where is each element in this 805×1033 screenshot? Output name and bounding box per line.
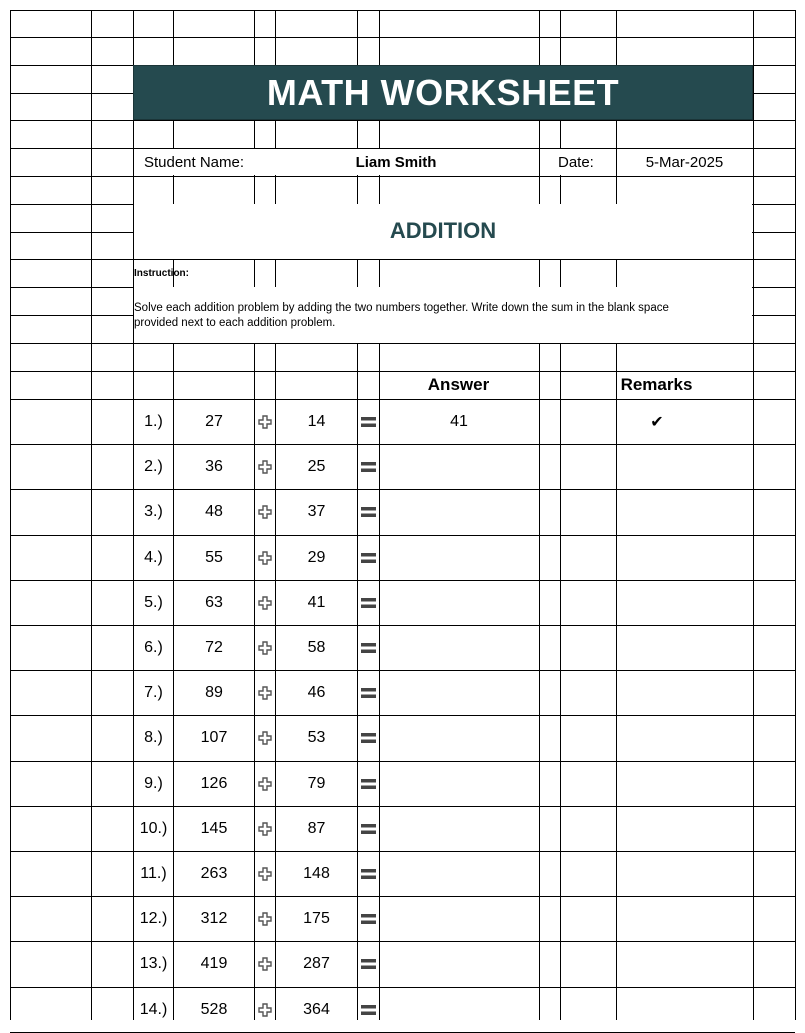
problem-number: 8.) [144, 728, 163, 746]
addend-b: 46 [307, 683, 326, 701]
problem-number: 14.) [139, 1000, 168, 1018]
addend-a: 27 [205, 412, 223, 430]
addend-a: 145 [200, 819, 228, 837]
remark-field[interactable] [561, 941, 753, 986]
instruction-line-2: provided next to each addition problem. [134, 316, 336, 329]
addend-b: 41 [307, 593, 326, 611]
problem-number: 3.) [144, 502, 163, 520]
worksheet-title: MATH WORKSHEET [133, 65, 753, 120]
answer-field[interactable] [380, 806, 538, 851]
student-name-value[interactable]: Liam Smith [355, 153, 437, 171]
instruction-line-1: Solve each addition problem by adding the two numbers together. Write down the sum in the blank space [134, 301, 669, 314]
plus-icon [255, 580, 275, 625]
addend-b: 175 [303, 909, 330, 927]
answer-field[interactable] [380, 896, 538, 941]
equals-icon [358, 489, 379, 534]
addend-a: 63 [205, 593, 223, 611]
plus-icon [255, 399, 275, 444]
addend-a: 36 [205, 457, 223, 475]
equals-icon [358, 715, 379, 760]
addend-a: 55 [205, 548, 223, 566]
date-value[interactable]: 5-Mar-2025 [645, 153, 724, 171]
problem-number: 2.) [144, 457, 163, 475]
problem-number: 7.) [144, 683, 163, 701]
addend-a: 528 [200, 1000, 228, 1018]
plus-icon [255, 715, 275, 760]
addend-b: 25 [307, 457, 326, 475]
plus-icon [255, 625, 275, 670]
remark-field[interactable] [561, 535, 753, 580]
remark-field[interactable] [561, 987, 753, 1032]
answer-field[interactable] [380, 444, 538, 489]
answer-field[interactable] [380, 761, 538, 806]
plus-icon [255, 896, 275, 941]
addend-b: 148 [303, 864, 330, 882]
equals-icon [358, 896, 379, 941]
date-label: Date: [558, 153, 594, 171]
problem-number: 4.) [144, 548, 163, 566]
problem-number: 12.) [139, 909, 168, 927]
problem-number: 11.) [140, 864, 167, 882]
instruction-label: Instruction: [134, 267, 189, 279]
answer-field[interactable] [380, 715, 538, 760]
addend-b: 87 [307, 819, 326, 837]
plus-icon [255, 535, 275, 580]
equals-icon [358, 761, 379, 806]
answer-field[interactable]: 41 [450, 412, 468, 430]
plus-icon [255, 987, 275, 1032]
problem-number: 6.) [144, 638, 163, 656]
addend-a: 419 [200, 954, 228, 972]
addend-b: 364 [303, 1000, 330, 1018]
equals-icon [358, 987, 379, 1032]
answer-field[interactable] [380, 670, 538, 715]
equals-icon [358, 580, 379, 625]
addend-b: 14 [307, 412, 326, 430]
remark-field[interactable] [561, 670, 753, 715]
answer-field[interactable] [380, 625, 538, 670]
answer-field[interactable] [380, 987, 538, 1032]
plus-icon [255, 851, 275, 896]
answer-field[interactable] [380, 580, 538, 625]
plus-icon [255, 489, 275, 534]
problem-number: 13.) [139, 954, 168, 972]
equals-icon [358, 941, 379, 986]
addend-a: 263 [200, 864, 228, 882]
equals-icon [358, 535, 379, 580]
addend-b: 29 [307, 548, 326, 566]
plus-icon [255, 806, 275, 851]
remark-field[interactable] [561, 489, 753, 534]
equals-icon [358, 851, 379, 896]
answer-field[interactable] [380, 489, 538, 534]
plus-icon [255, 444, 275, 489]
plus-icon [255, 761, 275, 806]
addend-b: 37 [307, 502, 326, 520]
addend-b: 58 [307, 638, 326, 656]
remark-field[interactable] [561, 444, 753, 489]
problem-number: 10.) [139, 819, 168, 837]
remark-field[interactable] [561, 806, 753, 851]
addend-b: 287 [303, 954, 330, 972]
answer-field[interactable] [380, 941, 538, 986]
remark-field[interactable] [561, 851, 753, 896]
answer-header: Answer [427, 374, 490, 394]
equals-icon [358, 399, 379, 444]
problem-number: 5.) [144, 593, 163, 611]
equals-icon [358, 625, 379, 670]
addend-b: 53 [307, 728, 326, 746]
plus-icon [255, 670, 275, 715]
answer-field[interactable] [380, 851, 538, 896]
addend-a: 126 [200, 774, 228, 792]
plus-icon [255, 941, 275, 986]
remark-field[interactable] [561, 761, 753, 806]
addend-a: 89 [205, 683, 223, 701]
addend-a: 107 [200, 728, 228, 746]
equals-icon [358, 444, 379, 489]
remark-field[interactable] [561, 896, 753, 941]
remark-field[interactable] [561, 715, 753, 760]
section-title: ADDITION [389, 218, 497, 243]
addend-b: 79 [307, 774, 326, 792]
equals-icon [358, 806, 379, 851]
remark-field[interactable]: ✔ [650, 413, 664, 431]
answer-field[interactable] [380, 535, 538, 580]
remarks-header: Remarks [620, 374, 693, 394]
addend-a: 48 [205, 502, 223, 520]
remark-field[interactable] [561, 625, 753, 670]
addend-a: 312 [200, 909, 228, 927]
student-name-label: Student Name: [143, 153, 245, 171]
addend-a: 72 [205, 638, 223, 656]
problem-number: 9.) [144, 774, 163, 792]
equals-icon [358, 670, 379, 715]
problem-number: 1.) [144, 412, 163, 430]
remark-field[interactable] [561, 580, 753, 625]
